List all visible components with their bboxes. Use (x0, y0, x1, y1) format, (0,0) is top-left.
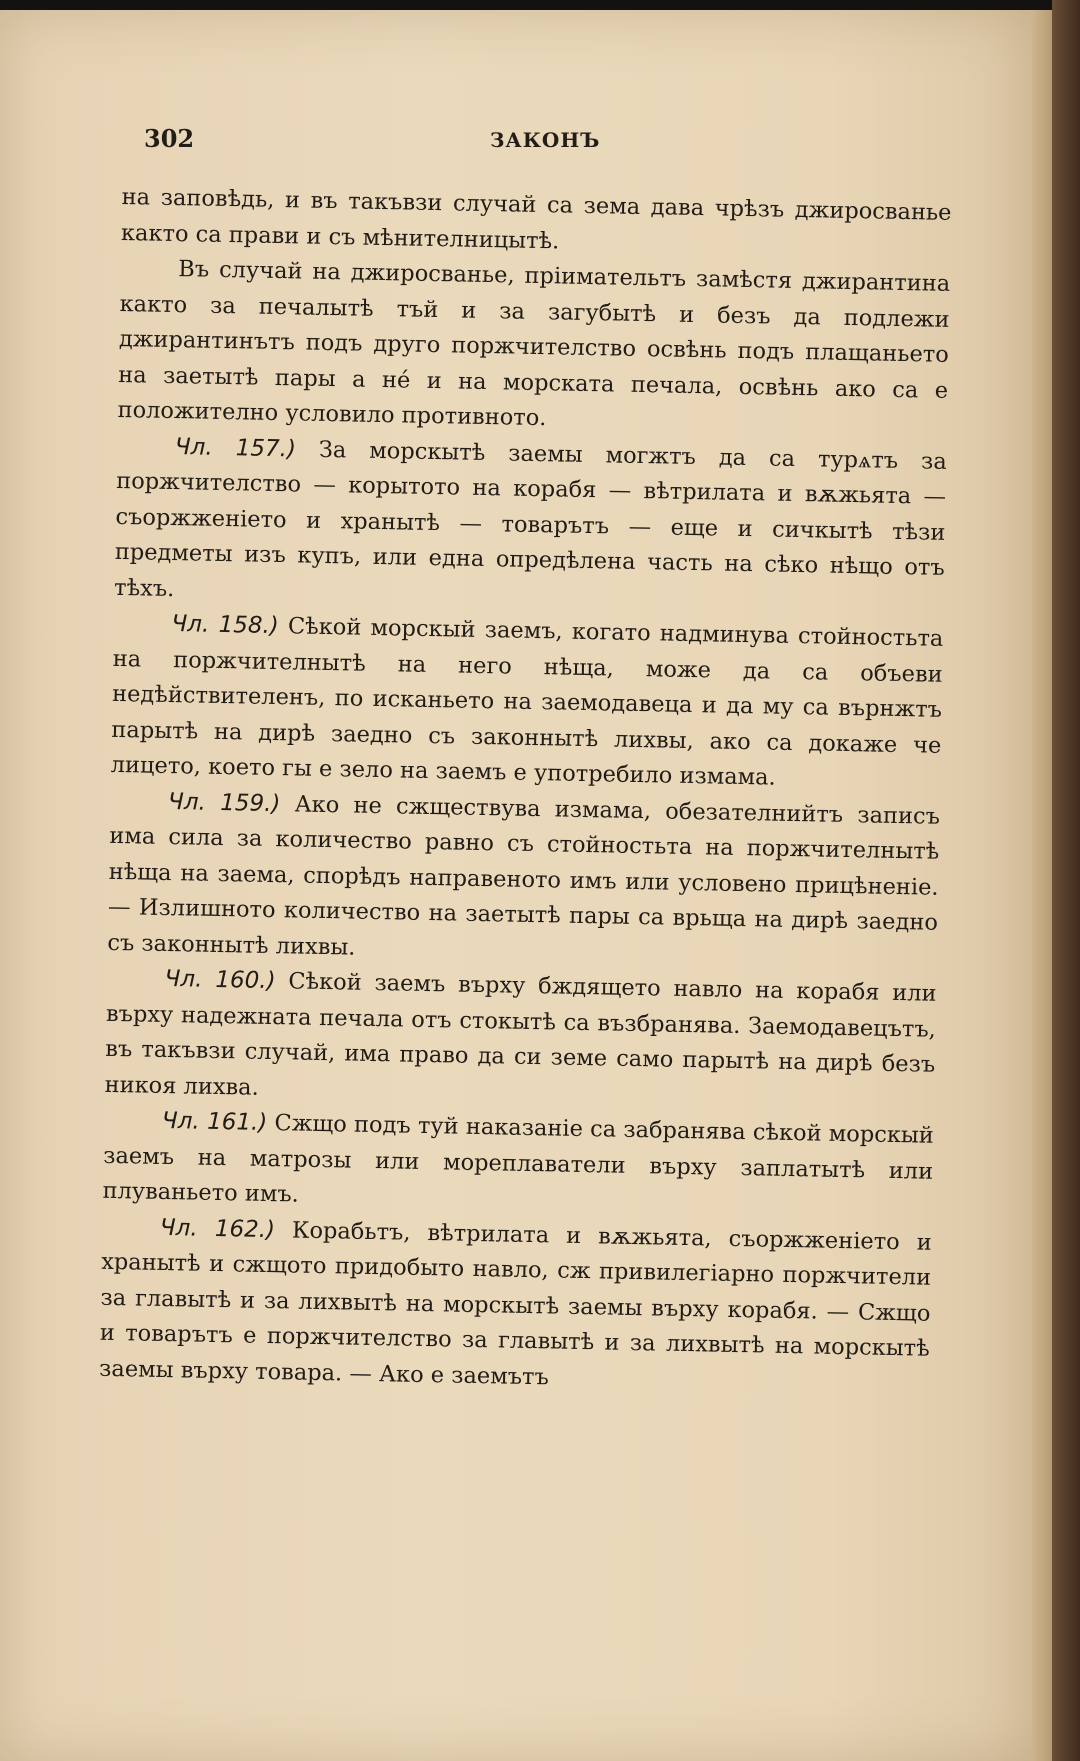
article-160-text: Сѣкой заемъ върху бждящето навло на корабя или върху надежната печала отъ стокытѣ са възбранява. Заемодавецътъ, въ такъвзи случай, има право да си земе само парытѣ на дирѣ безъ никоя лихва. (104, 968, 937, 1101)
page-body (99, 180, 952, 1403)
article-160-number: Чл. 160.) (164, 965, 276, 995)
article-162-text: Корабьтъ, вѣтрилата и вѫжьята, съоржженіето и хранытѣ и сжщото придобыто навло, сж привилегіарно поржчители за главытѣ и за лихвытѣ на морскытѣ заемы върху корабя. — Сжщо и товарътъ е поржчителство за главытѣ и за лихвытѣ на морскытѣ заемы върху товара. — Ако е заемътъ (98, 1216, 933, 1390)
page-number: 302 (144, 124, 195, 153)
page-gutter-edge (1032, 10, 1052, 1761)
paragraph-endorsement: Въ случай на джиросванье, пріимательтъ замѣстя джирантина както за печалытѣ тъй и за загубытѣ и безъ да подлежи джирантинътъ подъ друго поржчителство освѣнь подъ плащаньето на заетытѣ пары а нé и на морската печала, освѣнь ако са е положително условило противното. (117, 256, 951, 432)
article-157 (114, 428, 947, 621)
article-162 (99, 1209, 932, 1402)
article-157-number: Чл. 157.) (174, 433, 297, 462)
article-161-text: Сжщо подъ туй наказаніе са забранява сѣкой морскый заемъ на матрозы или мореплаватели върху заплатытѣ или плуваньето имъ. (102, 1110, 935, 1208)
article-159-number: Чл. 159.) (167, 788, 281, 817)
article-161-number: Чл. 161.) (161, 1107, 268, 1136)
paragraph-continued: на заповѣдь, и въ такъвзи случай са зема дава чрѣзъ джиросванье както са прави и съ мѣнителницытѣ. (120, 183, 952, 254)
book-page (0, 10, 1032, 1761)
article-159-text: Ако не сжществува измама, обезателнийтъ записъ има сила за количество равно съ стойностьта на поржчителнытѣ нѣща на заема, спорѣдъ направеното имъ или условено прицѣненіе. — Излишното количество на заетытѣ пары са врьща на дирѣ заедно съ законнытѣ лихвы. (107, 790, 941, 961)
page-header (140, 110, 960, 160)
article-158-text: Сѣкой морскый заемъ, когато надминува стойностьта на поржчителнытѣ на него нѣща, може да са объеви недѣйствителенъ, по исканьето на заемодавеца и да му са върнжтъ парытѣ на дирѣ заедно съ законнытѣ лихвы, ако са докаже че лицето, което гы е зело на заемъ е употребило измама. (110, 613, 944, 791)
article-157-text: За морскытѣ заемы могжтъ да са турѧтъ за поржчителство — корытото на корабя — вѣтрилата и вѫжьята — съоржженіето и хранытѣ — товарътъ — еще и сичкытѣ тѣзи предметы изъ купъ, или една опредѣлена часть на сѣко нѣщо отъ тѣхъ. (113, 436, 947, 602)
article-159 (107, 783, 940, 976)
article-162-number: Чл. 162.) (159, 1214, 276, 1243)
running-title: ЗАКОНЪ (490, 128, 601, 152)
article-158 (110, 606, 943, 799)
article-161 (102, 1103, 934, 1225)
article-160 (104, 961, 937, 1119)
article-158-number: Чл. 158.) (171, 611, 280, 640)
book-binding-edge (1052, 0, 1080, 1761)
